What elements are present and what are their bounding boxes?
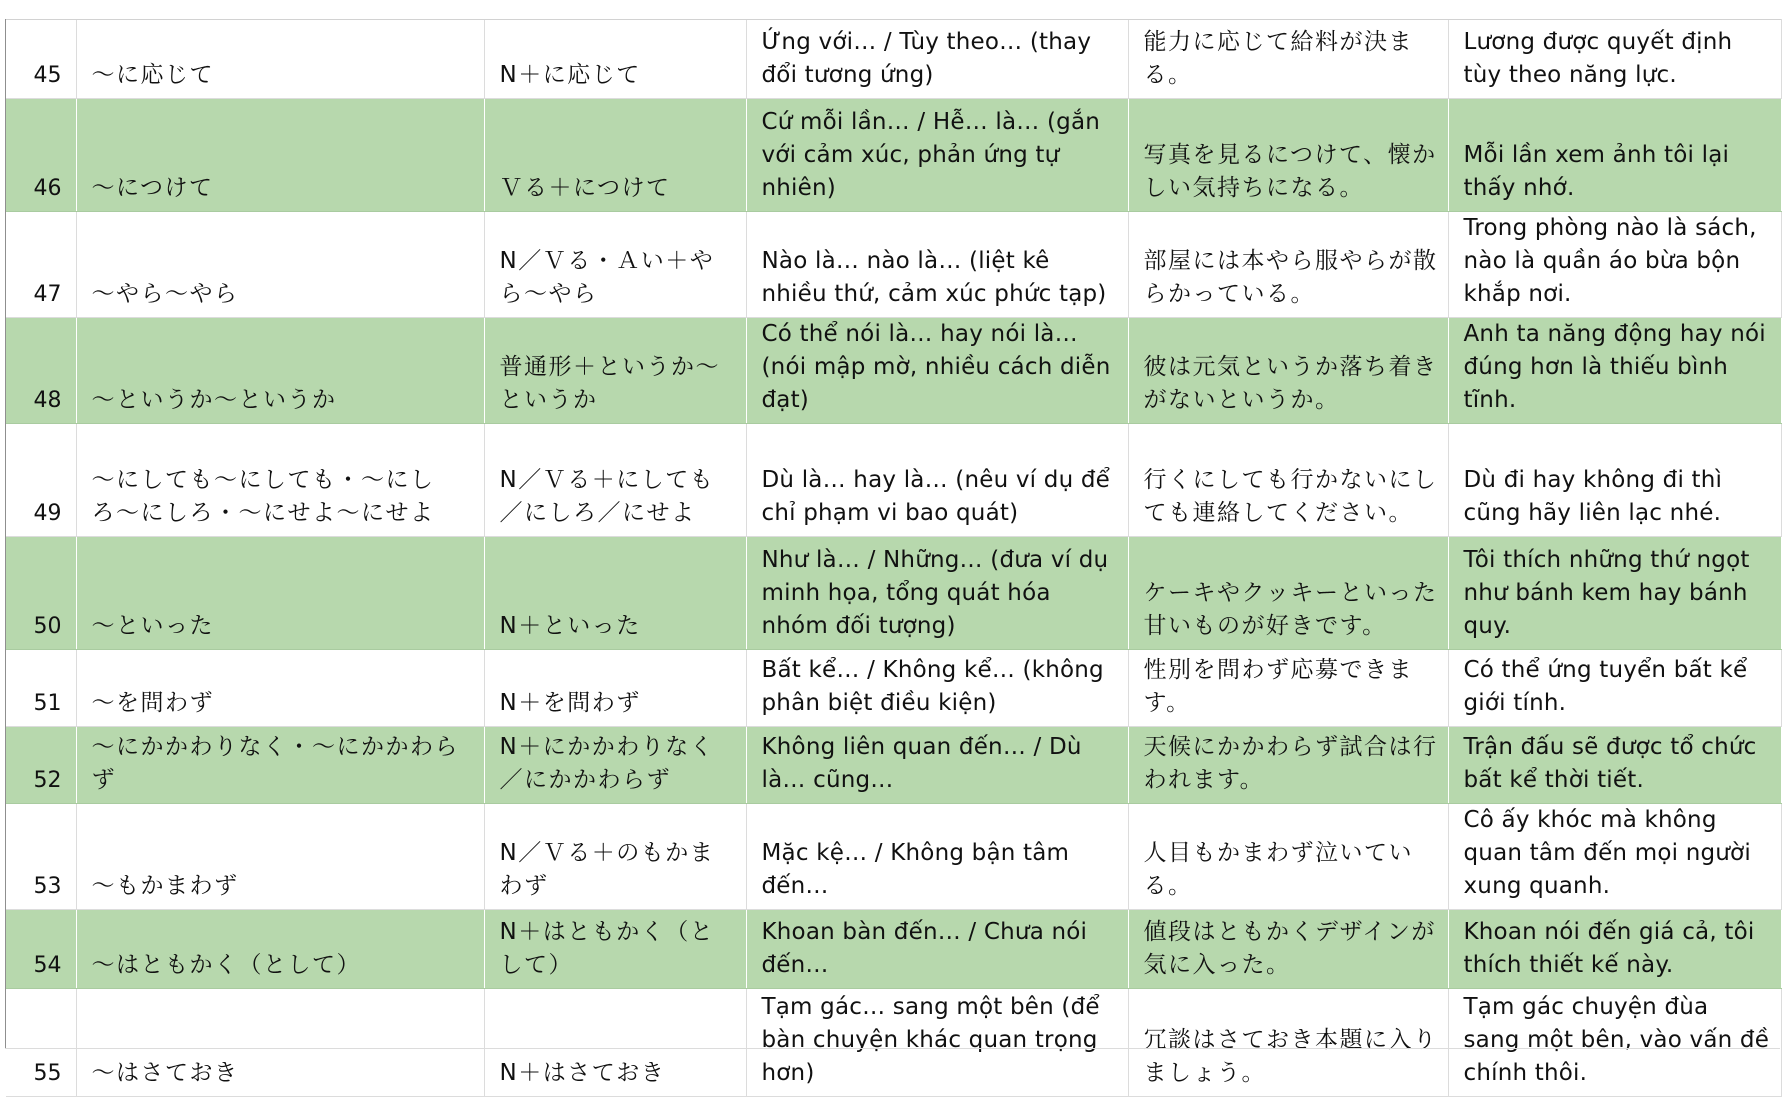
grammar-form: N＋にかかわりなく／にかかわらず — [499, 733, 715, 793]
row-number: 49 — [33, 500, 62, 526]
example-sentence-cell — [1128, 726, 1448, 803]
grammar-pattern: 〜に応じて — [91, 61, 214, 88]
grammar-sheet — [5, 19, 1781, 1086]
grammar-pattern-cell — [76, 317, 484, 423]
example-translation-cell — [1448, 98, 1781, 211]
row-number: 50 — [33, 613, 62, 639]
grammar-pattern-cell — [76, 98, 484, 211]
example-sentence: 彼は元気というか落ち着きがないというか。 — [1143, 353, 1438, 413]
grammar-pattern: 〜もかまわず — [91, 872, 239, 899]
grammar-form-cell — [484, 536, 746, 649]
example-sentence-cell — [1128, 423, 1448, 536]
grammar-form: N＋はともかく（として） — [499, 918, 715, 978]
row-number-cell — [6, 803, 76, 909]
grammar-form-cell — [484, 211, 746, 317]
grammar-pattern: 〜といった — [91, 612, 214, 639]
example-translation-cell — [1448, 317, 1781, 423]
grammar-meaning: Không liên quan đến… / Dù là… cũng… — [761, 733, 1082, 793]
grammar-form: Ｖる＋につけて — [499, 174, 671, 201]
grammar-meaning: Bất kể… / Không kể… (không phân biệt điều kiện) — [761, 656, 1104, 716]
grammar-form-cell — [484, 423, 746, 536]
example-sentence: 部屋には本やら服やらが散らかっている。 — [1143, 247, 1438, 307]
row-number-cell — [6, 98, 76, 211]
row-number-cell — [6, 19, 76, 98]
example-sentence-cell — [1128, 317, 1448, 423]
example-translation: Tôi thích những thứ ngọt như bánh kem hay bánh quy. — [1463, 546, 1750, 639]
row-number-cell — [6, 726, 76, 803]
example-translation: Khoan nói đến giá cả, tôi thích thiết kế này. — [1463, 918, 1755, 978]
grammar-meaning: Mặc kệ… / Không bận tâm đến… — [761, 839, 1070, 899]
example-sentence: 冗談はさておき本題に入りましょう。 — [1143, 1026, 1438, 1086]
example-sentence-cell — [1128, 649, 1448, 726]
row-number-cell — [6, 649, 76, 726]
grammar-form-cell — [484, 988, 746, 1096]
example-translation: Cô ấy khóc mà không quan tâm đến mọi người xung quanh. — [1463, 806, 1751, 899]
grammar-pattern-cell — [76, 19, 484, 98]
grammar-form: 普通形＋というか〜というか — [499, 353, 720, 413]
table-row — [6, 317, 1781, 423]
grammar-form-cell — [484, 98, 746, 211]
grammar-meaning-cell — [746, 98, 1128, 211]
grammar-form-cell — [484, 803, 746, 909]
example-translation: Có thể ứng tuyển bất kể giới tính. — [1463, 656, 1748, 716]
row-number: 47 — [33, 281, 62, 307]
grammar-meaning-cell — [746, 317, 1128, 423]
grammar-table-body — [6, 19, 1781, 1096]
example-sentence-cell — [1128, 988, 1448, 1096]
row-number: 54 — [33, 952, 62, 978]
grammar-form-cell — [484, 649, 746, 726]
grammar-form: N＋に応じて — [499, 61, 641, 88]
grammar-form: N＋といった — [499, 612, 641, 639]
grammar-form: N＋はさておき — [499, 1059, 666, 1086]
grammar-meaning: Như là… / Những… (đưa ví dụ minh họa, tổng quát hóa nhóm đối tượng) — [761, 546, 1109, 639]
grammar-meaning-cell — [746, 211, 1128, 317]
grammar-meaning-cell — [746, 19, 1128, 98]
grammar-meaning: Có thể nói là… hay nói là… (nói mập mờ, nhiều cách diễn đạt) — [761, 320, 1111, 413]
grammar-pattern-cell — [76, 423, 484, 536]
example-translation-cell — [1448, 988, 1781, 1096]
table-row — [6, 726, 1781, 803]
grammar-form-cell — [484, 726, 746, 803]
row-number: 52 — [33, 767, 62, 793]
table-row — [6, 803, 1781, 909]
grammar-form: N／Ｖる＋にしても／にしろ／にせよ — [499, 466, 715, 526]
grammar-meaning: Tạm gác… sang một bên (để bàn chuyện khác quan trọng hơn) — [761, 993, 1100, 1086]
example-translation-cell — [1448, 536, 1781, 649]
grammar-meaning: Dù là… hay là… (nêu ví dụ để chỉ phạm vi bao quát) — [761, 466, 1111, 526]
row-number-cell — [6, 423, 76, 536]
example-translation: Lương được quyết định tùy theo năng lực. — [1463, 28, 1733, 88]
example-sentence: 値段はともかくデザインが気に入った。 — [1143, 918, 1436, 978]
row-number: 48 — [33, 387, 62, 413]
table-row — [6, 423, 1781, 536]
row-number-cell — [6, 211, 76, 317]
grammar-pattern-cell — [76, 536, 484, 649]
row-number: 46 — [33, 175, 62, 201]
table-row — [6, 98, 1781, 211]
grammar-meaning: Ứng với… / Tùy theo… (thay đổi tương ứng) — [761, 28, 1092, 88]
table-row — [6, 19, 1781, 98]
grammar-pattern: 〜にかかわりなく・〜にかかわらず — [91, 733, 459, 793]
example-translation-cell — [1448, 803, 1781, 909]
table-row — [6, 211, 1781, 317]
grammar-pattern-cell — [76, 726, 484, 803]
grammar-pattern: 〜はさておき — [91, 1059, 239, 1086]
row-number: 55 — [33, 1060, 62, 1086]
table-row — [6, 649, 1781, 726]
example-sentence-cell — [1128, 19, 1448, 98]
grammar-form-cell — [484, 909, 746, 988]
table-row — [6, 988, 1781, 1096]
grammar-meaning: Cứ mỗi lần… / Hễ… là… (gắn với cảm xúc, phản ứng tự nhiên) — [761, 108, 1101, 201]
grammar-meaning-cell — [746, 988, 1128, 1096]
example-sentence: 天候にかかわらず試合は行われます。 — [1143, 733, 1438, 793]
row-number-cell — [6, 909, 76, 988]
example-sentence: 写真を見るにつけて、懐かしい気持ちになる。 — [1143, 141, 1437, 201]
grammar-pattern: 〜はともかく（として） — [91, 951, 361, 978]
grammar-form: N／Ｖる・Ａい＋やら〜やら — [499, 247, 715, 307]
grammar-pattern: 〜やら〜やら — [91, 280, 239, 307]
grammar-pattern-cell — [76, 649, 484, 726]
grammar-meaning-cell — [746, 536, 1128, 649]
grammar-pattern: 〜というか〜というか — [91, 386, 337, 413]
grammar-pattern: 〜につけて — [91, 174, 214, 201]
example-sentence: 性別を問わず応募できます。 — [1143, 656, 1413, 716]
example-translation-cell — [1448, 423, 1781, 536]
example-translation-cell — [1448, 726, 1781, 803]
table-bottom-rule — [5, 1048, 1780, 1049]
grammar-pattern-cell — [76, 988, 484, 1096]
grammar-form: N／Ｖる＋のもかまわず — [499, 839, 715, 899]
example-translation: Tạm gác chuyện đùa sang một bên, vào vấn đề chính thôi. — [1463, 993, 1770, 1086]
grammar-pattern-cell — [76, 211, 484, 317]
example-sentence: 行くにしても行かないにしても連絡してください。 — [1143, 466, 1438, 526]
row-number: 53 — [33, 873, 62, 899]
table-row — [6, 536, 1781, 649]
row-number: 45 — [33, 62, 62, 88]
example-sentence-cell — [1128, 211, 1448, 317]
example-sentence-cell — [1128, 909, 1448, 988]
example-sentence-cell — [1128, 98, 1448, 211]
grammar-meaning-cell — [746, 423, 1128, 536]
grammar-meaning-cell — [746, 803, 1128, 909]
grammar-pattern-cell — [76, 909, 484, 988]
grammar-form-cell — [484, 317, 746, 423]
grammar-meaning-cell — [746, 726, 1128, 803]
example-sentence: ケーキやクッキーといった甘いものが好きです。 — [1143, 579, 1438, 639]
example-sentence: 能力に応じて給料が決まる。 — [1143, 28, 1413, 88]
example-translation: Trận đấu sẽ được tổ chức bất kể thời tiết. — [1463, 733, 1757, 793]
example-sentence-cell — [1128, 803, 1448, 909]
example-sentence-cell — [1128, 536, 1448, 649]
grammar-form-cell — [484, 19, 746, 98]
example-translation: Mỗi lần xem ảnh tôi lại thấy nhớ. — [1463, 141, 1730, 201]
table-row — [6, 909, 1781, 988]
grammar-table — [6, 19, 1782, 1097]
example-translation-cell — [1448, 19, 1781, 98]
example-translation-cell — [1448, 649, 1781, 726]
example-sentence: 人目もかまわず泣いている。 — [1143, 839, 1413, 899]
grammar-pattern-cell — [76, 803, 484, 909]
row-number-cell — [6, 317, 76, 423]
row-number-cell — [6, 536, 76, 649]
example-translation-cell — [1448, 211, 1781, 317]
grammar-form: N＋を問わず — [499, 689, 641, 716]
example-translation-cell — [1448, 909, 1781, 988]
row-number-cell — [6, 988, 76, 1096]
grammar-meaning: Nào là… nào là… (liệt kê nhiều thứ, cảm xúc phức tạp) — [761, 247, 1107, 307]
example-translation: Anh ta năng động hay nói đúng hơn là thiếu bình tĩnh. — [1463, 320, 1766, 413]
grammar-meaning-cell — [746, 909, 1128, 988]
grammar-meaning-cell — [746, 649, 1128, 726]
grammar-pattern: 〜を問わず — [91, 689, 214, 716]
grammar-meaning: Khoan bàn đến… / Chưa nói đến… — [761, 918, 1088, 978]
example-translation: Trong phòng nào là sách, nào là quần áo bừa bộn khắp nơi. — [1463, 214, 1757, 307]
row-number: 51 — [33, 690, 62, 716]
grammar-pattern: 〜にしても〜にしても・〜にしろ〜にしろ・〜にせよ〜にせよ — [91, 466, 435, 526]
example-translation: Dù đi hay không đi thì cũng hãy liên lạc nhé. — [1463, 466, 1723, 526]
